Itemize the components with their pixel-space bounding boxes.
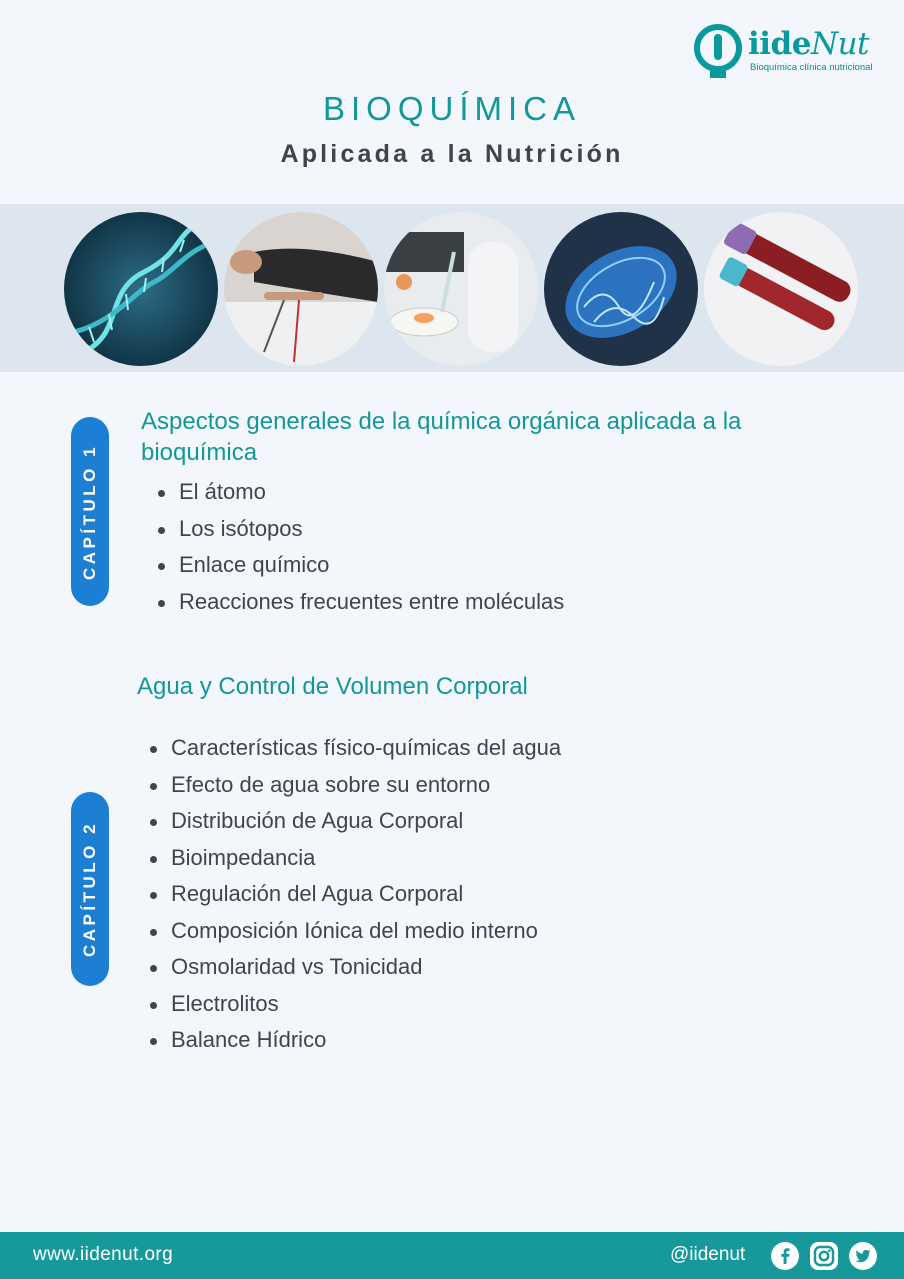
social-handle: @iidenut [670, 1244, 746, 1265]
brand-logo [692, 24, 882, 80]
list-item: Efecto de agua sobre su entorno [146, 767, 561, 804]
chapter-1-pill [71, 417, 109, 606]
twitter-icon[interactable] [849, 1242, 877, 1270]
patient-bioimpedance-photo [224, 212, 378, 366]
brand-tagline: Bioquímica clínica nutricional [750, 62, 873, 73]
list-item: Distribución de Agua Corporal [146, 803, 561, 840]
dna-helix-photo [64, 212, 218, 366]
chapter-1-title: Aspectos generales de la química orgánica aplicada a la bioquímica [141, 408, 742, 466]
iidenut-logo-icon [692, 24, 744, 78]
list-item: Composición Iónica del medio interno [146, 913, 561, 950]
facebook-icon[interactable] [771, 1242, 799, 1270]
page-title: BIOQUÍMICA [322, 90, 582, 127]
page-subtitle: Aplicada a la Nutrición [280, 140, 624, 168]
list-item: Balance Hídrico [146, 1022, 561, 1059]
instagram-icon[interactable] [810, 1242, 838, 1270]
brand-name: iideNut [748, 26, 870, 62]
list-item: Bioimpedancia [146, 840, 561, 877]
list-item: Osmolaridad vs Tonicidad [146, 949, 561, 986]
list-item: Reacciones frecuentes entre moléculas [154, 584, 564, 621]
list-item: Los isótopos [154, 511, 564, 548]
list-item: El átomo [154, 474, 564, 511]
chapter-1-list [154, 474, 564, 620]
chapter-2-label: CAPÍTULO 2 [80, 820, 99, 958]
mitochondria-photo [544, 212, 698, 366]
list-item: Características físico-químicas del agua [146, 730, 561, 767]
chapter-2-list [146, 730, 561, 1059]
footer [0, 1232, 904, 1279]
chapter-2-title: Agua y Control de Volumen Corporal [137, 673, 528, 700]
list-item: Enlace químico [154, 547, 564, 584]
list-item: Electrolitos [146, 986, 561, 1023]
chapter-2-pill [71, 792, 109, 986]
list-item: Regulación del Agua Corporal [146, 876, 561, 913]
blood-tubes-photo [704, 212, 858, 366]
website-link[interactable]: www.iidenut.org [33, 1244, 174, 1265]
chapter-1-label: CAPÍTULO 1 [80, 443, 99, 580]
lab-pipette-photo [384, 212, 538, 366]
